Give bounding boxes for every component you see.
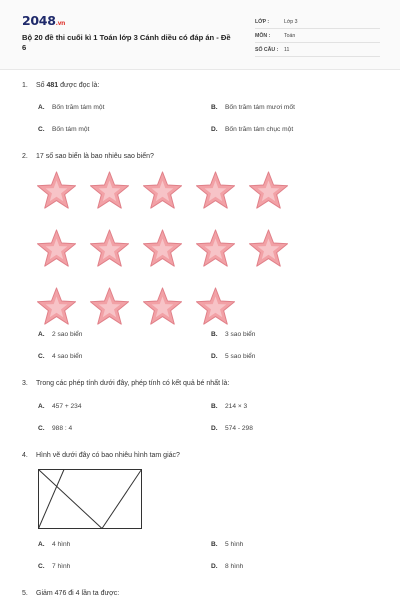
question-text: Hình vẽ dưới đây có bao nhiêu hình tam giác?: [36, 452, 180, 459]
option-letter: A.: [38, 104, 45, 111]
option-a[interactable]: [38, 541, 70, 548]
option-letter: D.: [211, 563, 218, 570]
logo-suffix: .vn: [55, 20, 66, 27]
meta-row-count: [255, 43, 380, 57]
option-letter: B.: [211, 541, 218, 548]
option-b[interactable]: [211, 331, 255, 338]
option-b[interactable]: [211, 403, 247, 410]
starfish-icon: [193, 228, 238, 270]
meta-value: Toán: [284, 32, 296, 39]
option-b[interactable]: [211, 104, 295, 111]
site-logo[interactable]: [22, 13, 65, 28]
starfish-icon: [193, 286, 238, 328]
meta-key: LỚP :: [255, 18, 270, 25]
option-letter: C.: [38, 353, 45, 360]
option-c[interactable]: [38, 353, 82, 360]
figure-rectangle: [39, 470, 142, 529]
option-text: Bốn trăm tám một: [52, 104, 105, 111]
option-c[interactable]: [38, 425, 72, 432]
option-text: Bốn trăm tám chục một: [225, 126, 294, 133]
question-text-bold: 481: [46, 82, 59, 89]
option-d[interactable]: [211, 425, 253, 432]
starfish-icon: [140, 170, 185, 212]
page-header: [0, 0, 400, 70]
option-text: 214 × 3: [225, 403, 248, 410]
option-letter: B.: [211, 331, 218, 338]
option-text: 4 sao biển: [52, 353, 83, 360]
meta-row-subject: [255, 29, 380, 43]
option-letter: B.: [211, 104, 218, 111]
question-number: 5.: [22, 590, 28, 597]
question-text: Trong các phép tính dưới đây, phép tính có kết quả bé nhất là:: [36, 380, 230, 387]
starfish-icon: [246, 228, 291, 270]
starfish-icon: [87, 286, 132, 328]
meta-value: Lớp 3: [284, 18, 298, 25]
figure-line: [102, 470, 142, 529]
question-1: [22, 81, 382, 90]
option-letter: D.: [211, 353, 218, 360]
meta-key: MÔN :: [255, 32, 271, 39]
meta-row-class: [255, 15, 380, 29]
starfish-icon: [87, 228, 132, 270]
option-a[interactable]: [38, 104, 104, 111]
starfish-icon: [87, 170, 132, 212]
question-5: [22, 589, 382, 598]
figure-line: [39, 470, 65, 529]
option-letter: C.: [38, 563, 45, 570]
option-a[interactable]: [38, 403, 82, 410]
starfish-icon: [246, 170, 291, 212]
option-text: Bốn trăm tám mươi mốt: [225, 104, 295, 111]
starfish-illustration: [34, 170, 294, 325]
option-letter: B.: [211, 403, 218, 410]
option-text: 3 sao biển: [225, 331, 256, 338]
triangle-figure: [38, 469, 142, 531]
option-text: 988 : 4: [52, 425, 73, 432]
figure-line: [39, 470, 103, 529]
question-number: 2.: [22, 153, 28, 160]
option-d[interactable]: [211, 563, 243, 570]
starfish-icon: [34, 286, 79, 328]
question-text-part: Số: [36, 82, 47, 89]
option-b[interactable]: [211, 541, 243, 548]
option-letter: C.: [38, 126, 45, 133]
option-a[interactable]: [38, 331, 82, 338]
starfish-icon: [140, 228, 185, 270]
option-letter: C.: [38, 425, 45, 432]
question-number: 4.: [22, 452, 28, 459]
starfish-icon: [140, 286, 185, 328]
option-letter: A.: [38, 403, 45, 410]
option-letter: D.: [211, 126, 218, 133]
starfish-icon: [193, 170, 238, 212]
option-text: 457 + 234: [52, 403, 82, 410]
meta-value: 11: [284, 46, 290, 53]
option-text: 574 - 298: [225, 425, 253, 432]
question-text: Giảm 476 đi 4 lần ta được:: [36, 590, 120, 597]
option-c[interactable]: [38, 126, 89, 133]
starfish-icon: [34, 228, 79, 270]
option-letter: A.: [38, 331, 45, 338]
question-4: [22, 451, 382, 460]
option-d[interactable]: [211, 126, 293, 133]
option-d[interactable]: [211, 353, 255, 360]
option-c[interactable]: [38, 563, 70, 570]
option-text: 4 hình: [52, 541, 71, 548]
option-text: 2 sao biển: [52, 331, 83, 338]
question-3: [22, 379, 382, 388]
page-title: Bộ 20 đề thi cuối kì 1 Toán lớp 3 Cánh diều có đáp án - Đề 6: [22, 33, 231, 52]
option-letter: A.: [38, 541, 45, 548]
option-text: 7 hình: [52, 563, 71, 570]
option-text: Bốn tám một: [52, 126, 90, 133]
question-text-part: được đọc là:: [58, 82, 100, 89]
question-text: [36, 81, 99, 90]
exam-meta: [255, 15, 380, 57]
option-text: 5 sao biển: [225, 353, 256, 360]
option-letter: D.: [211, 425, 218, 432]
question-number: 1.: [22, 82, 28, 89]
question-text: 17 số sao biển là bao nhiêu sao biển?: [36, 153, 154, 160]
question-number: 3.: [22, 380, 28, 387]
logo-text: 2048: [22, 13, 56, 28]
question-2: [22, 152, 382, 161]
option-text: 8 hình: [225, 563, 244, 570]
starfish-icon: [34, 170, 79, 212]
meta-key: SỐ CÂU :: [255, 46, 279, 53]
option-text: 5 hình: [225, 541, 244, 548]
